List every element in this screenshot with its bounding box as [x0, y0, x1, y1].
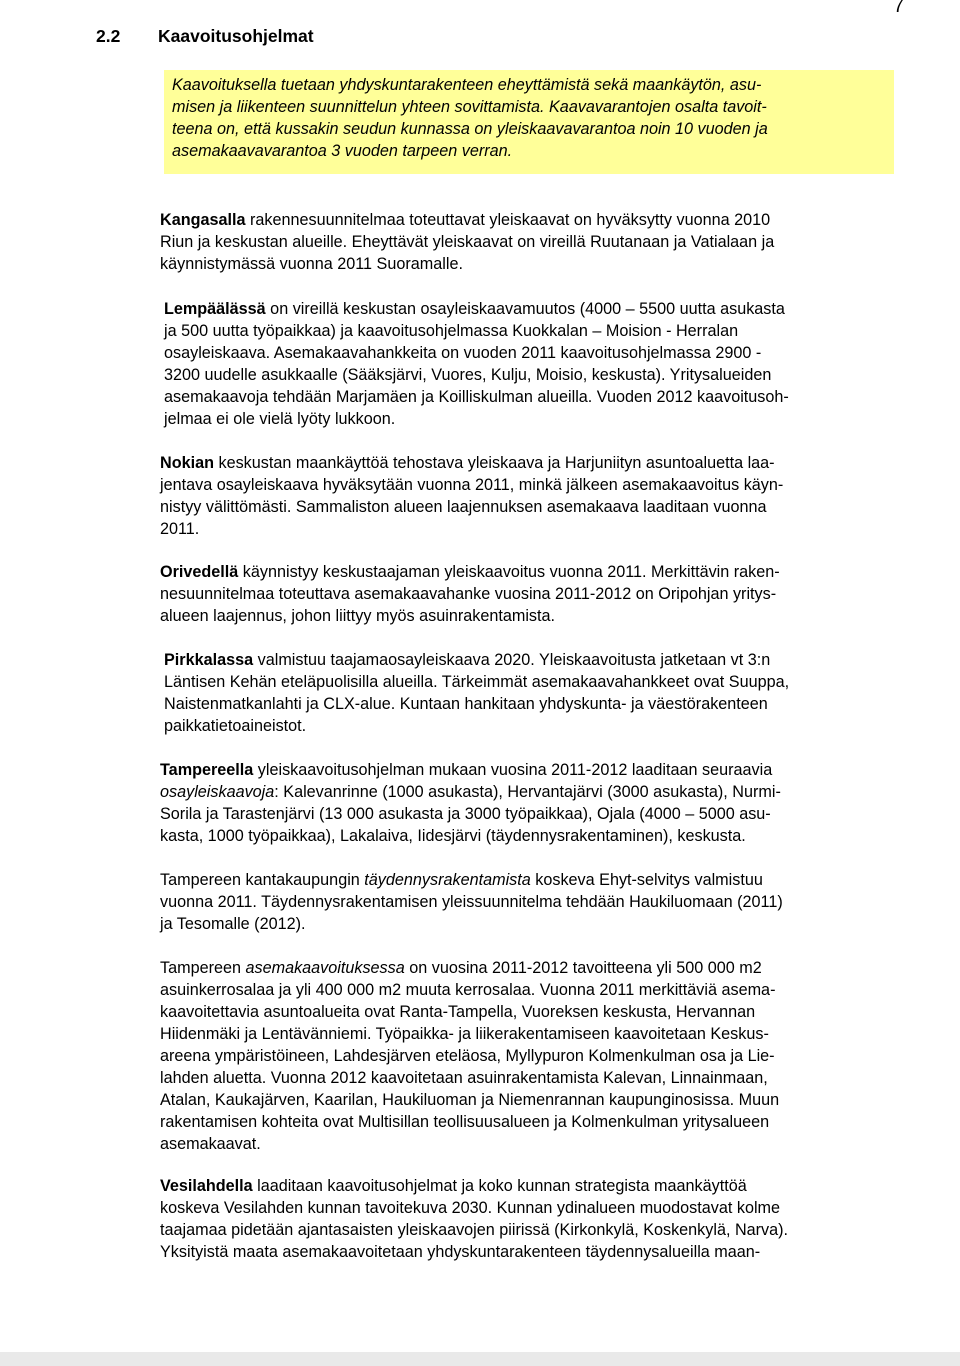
- section-title: Kaavoitusohjelmat: [158, 26, 314, 46]
- paragraph-line: asemakaavoja tehdään Marjamäen ja Koilliskulman alueilla. Vuoden 2012 kaavoitusoh-: [164, 388, 789, 406]
- paragraph-line: osayleiskaava. Asemakaavahankkeita on vuoden 2011 kaavoitusohjelmassa 2900 -: [164, 344, 762, 362]
- paragraph-line: rakentamisen kohteita ovat Multisillan teollisuusalueen ja Kolmenkulman yritysalueen: [160, 1113, 770, 1131]
- paragraph-line: keskustan maankäyttöä tehostava yleiskaava ja Harjuniityn asuntoaluetta laa-: [213, 454, 775, 472]
- paragraph-line: lahden aluetta. Vuonna 2012 kaavoitetaan asuinrakentamista Kalevan, Linnainmaan,: [160, 1069, 768, 1087]
- paragraph-vesilahti: [160, 1175, 788, 1263]
- page-number: 7: [893, 0, 904, 17]
- place-name: Tampereella: [160, 761, 254, 779]
- paragraph-pirkkala: [164, 649, 789, 737]
- paragraph-line: koskeva Ehyt-selvitys valmistuu: [530, 871, 763, 889]
- paragraph-line: asemakaavat.: [160, 1135, 261, 1153]
- paragraph-line: kaavoitettavia asuntoalueita ovat Ranta-Tampella, Vuoreksen keskusta, Hervannan: [160, 1003, 756, 1021]
- paragraph-line: Atalan, Kaukajärven, Kaarilan, Haukiluoman ja Niemenrannan kaupunginosissa. Muun: [160, 1091, 780, 1109]
- highlight-line: Kaavoituksella tuetaan yhdyskuntarakenteen eheyttämistä sekä maankäytön, asu-: [172, 76, 762, 94]
- paragraph-line: kasta, 1000 työpaikkaa), Lakalaiva, Iidesjärvi (täydennysrakentaminen), keskusta.: [160, 827, 746, 845]
- paragraph-line: rakennesuunnitelmaa toteuttavat yleiskaavat on hyväksytty vuonna 2010: [245, 211, 771, 229]
- section-number: 2.2: [96, 26, 121, 46]
- place-name: Kangasalla: [160, 211, 246, 229]
- paragraph-line: asuinkerrosalaa ja yli 400 000 m2 muuta kerrosalaa. Vuonna 2011 merkittäviä asema-: [160, 981, 776, 999]
- paragraph-line: on vuosina 2011-2012 tavoitteena yli 500 000 m2: [404, 959, 762, 977]
- paragraph-line: valmistuu taajamaosayleiskaava 2020. Yleiskaavoitusta jatketaan vt 3:n: [253, 651, 771, 669]
- paragraph-line: 3200 uudelle asukkaalle (Sääksjärvi, Vuores, Kulju, Moisio, keskusta). Yritysalueiden: [164, 366, 772, 384]
- italic-term: osayleiskaavoja: [160, 783, 275, 801]
- highlight-line: misen ja liikenteen suunnittelun yhteen sovittamista. Kaavavarantojen osalta tavoit-: [172, 98, 767, 116]
- paragraph-line: Sorila ja Tarastenjärvi (13 000 asukasta ja 3000 työpaikkaa), Ojala (4000 – 5000 asu-: [160, 805, 771, 823]
- paragraph-tampere-taydennys: [160, 869, 783, 935]
- paragraph-line: Tampereen kantakaupungin: [160, 871, 365, 889]
- paragraph-line: käynnistyy keskustaajaman yleiskaavoitus vuonna 2011. Merkittävin raken-: [238, 563, 780, 581]
- highlight-box: [164, 70, 894, 174]
- paragraph-line: alueen laajennus, johon liittyy myös asuinrakentamista.: [160, 607, 556, 625]
- place-name: Pirkkalassa: [164, 651, 254, 669]
- paragraph-line: Läntisen Kehän eteläpuolisilla alueilla. Tärkeimmät asemakaavahankkeet ovat Suuppa,: [164, 673, 790, 691]
- paragraph-line: Tampereen: [160, 959, 246, 977]
- section-heading: [96, 26, 314, 47]
- paragraph-line: ja 500 uutta työpaikkaa) ja kaavoitusohjelmassa Kuokkalan – Moision - Herralan: [164, 322, 739, 340]
- paragraph-line: käynnistymässä vuonna 2011 Suoramalle.: [160, 255, 463, 273]
- page-bottom-edge: [0, 1352, 960, 1366]
- paragraph-line: koskeva Vesilahden kunnan tavoitekuva 2030. Kunnan ydinalueen muodostavat kolme: [160, 1199, 781, 1217]
- paragraph-line: 2011.: [160, 520, 200, 538]
- paragraph-line: Hiidenmäki ja Lentävänniemi. Työpaikka- ja liikerakentamiseen kaavoitetaan Keskus-: [160, 1025, 769, 1043]
- paragraph-line: laaditaan kaavoitusohjelmat ja koko kunnan strategista maankäyttöä: [252, 1177, 747, 1195]
- paragraph-nokia: [160, 452, 783, 540]
- paragraph-kangasala: [160, 209, 774, 275]
- paragraph-line: on vireillä keskustan osayleiskaavamuutos (4000 – 5500 uutta asukasta: [265, 300, 785, 318]
- italic-term: asemakaavoituksessa: [245, 959, 405, 977]
- highlight-line: asemakaavavarantoa 3 vuoden tarpeen verran.: [172, 142, 513, 160]
- italic-term: täydennysrakentamista: [364, 871, 531, 889]
- paragraph-line: Naistenmatkanlahti ja CLX-alue. Kuntaan hankitaan yhdyskunta- ja väestörakenteen: [164, 695, 768, 713]
- paragraph-line: vuonna 2011. Täydennysrakentamisen yleissuunnitelma tehdään Haukiluomaan (2011): [160, 893, 783, 911]
- paragraph-line: yleiskaavoitusohjelman mukaan vuosina 2011-2012 laaditaan seuraavia: [253, 761, 773, 779]
- place-name: Vesilahdella: [160, 1177, 253, 1195]
- paragraph-line: Yksityistä maata asemakaavoitetaan yhdyskuntarakenteen täydennysalueilla maan-: [160, 1243, 761, 1261]
- paragraph-line: nesuunnitelmaa toteuttava asemakaavahanke vuosina 2011-2012 on Oripohjan yritys-: [160, 585, 777, 603]
- paragraph-line: paikkatietoaineistot.: [164, 717, 307, 735]
- paragraph-line: taajamaa pidetään ajantasaisten yleiskaavojen piirissä (Kirkonkylä, Koskenkylä, Narva).: [160, 1221, 789, 1239]
- paragraph-tampere-asemakaava: [160, 957, 779, 1155]
- paragraph-orivesi: [160, 561, 780, 627]
- paragraph-line: ja Tesomalle (2012).: [160, 915, 306, 933]
- place-name: Nokian: [160, 454, 214, 472]
- paragraph-line: nistyy välittömästi. Sammaliston alueen laajennuksen asemakaava laaditaan vuonna: [160, 498, 767, 516]
- highlight-line: teena on, että kussakin seudun kunnassa on yleiskaavavarantoa noin 10 vuoden ja: [172, 120, 768, 138]
- paragraph-line: jentava osayleiskaava hyväksytään vuonna 2011, minkä jälkeen asemakaavoitus käyn-: [160, 476, 784, 494]
- paragraph-line: Riun ja keskustan alueille. Eheyttävät yleiskaavat on vireillä Ruutanaan ja Vatialaan ja: [160, 233, 775, 251]
- paragraph-line: jelmaa ei ole vielä lyöty lukkoon.: [164, 410, 396, 428]
- place-name: Lempäälässä: [164, 300, 266, 318]
- place-name: Orivedellä: [160, 563, 239, 581]
- paragraph-line: areena ympäristöineen, Lahdesjärven eteläosa, Myllypuron Kolmenkulman osa ja Lie-: [160, 1047, 775, 1065]
- paragraph-line: : Kalevanrinne (1000 asukasta), Hervantajärvi (3000 asukasta), Nurmi-: [274, 783, 781, 801]
- paragraph-lempaala: [164, 298, 789, 430]
- paragraph-tampere-yleiskaava: [160, 759, 781, 847]
